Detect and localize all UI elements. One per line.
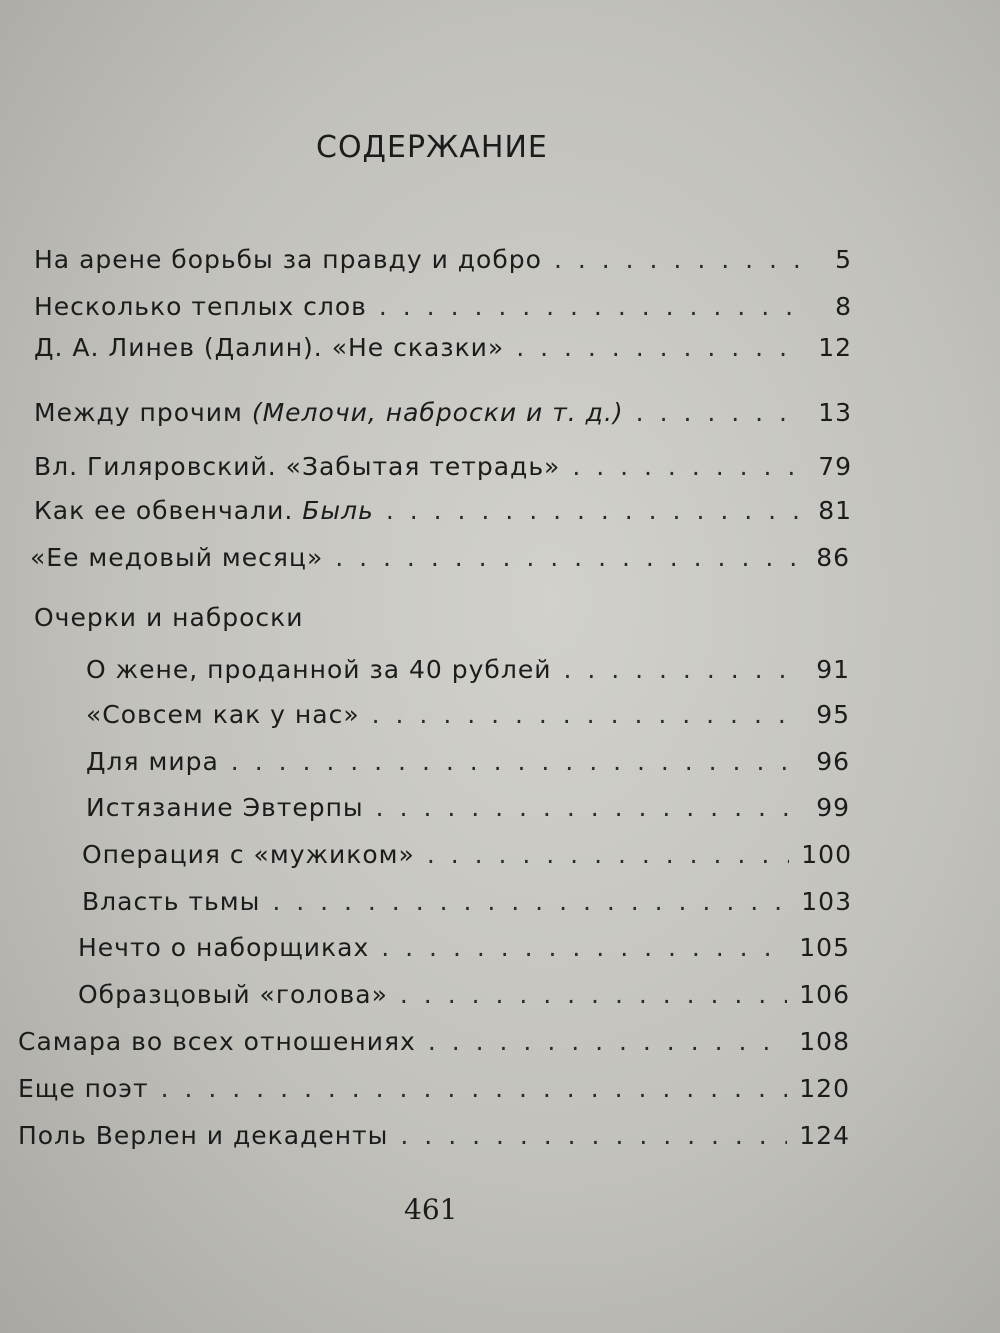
dot-leader (231, 747, 798, 776)
dot-leader (400, 980, 787, 1009)
toc-entry-subtitle: Быль (302, 496, 374, 525)
toc-entry (30, 543, 850, 583)
page-title: СОДЕРЖАНИЕ (316, 130, 548, 165)
toc-subentry (86, 700, 850, 740)
toc-entry-page: 124 (799, 1121, 850, 1150)
dot-leader (381, 933, 787, 962)
toc-subentry (86, 793, 850, 833)
dot-leader (272, 887, 789, 916)
toc-entry-page: 100 (801, 840, 852, 869)
dot-leader (427, 840, 789, 869)
toc-entry-title (34, 398, 624, 427)
toc-entry-page: 13 (818, 398, 852, 427)
toc-entry-title-main: Как ее обвенчали. (34, 496, 303, 525)
toc-entry-title: «Совсем как у нас» (86, 700, 360, 729)
toc-entry-page: 91 (816, 655, 850, 684)
dot-leader (161, 1074, 788, 1103)
toc-entry (34, 245, 852, 285)
toc-entry-title: Несколько теплых слов (34, 292, 367, 321)
dot-leader (563, 655, 798, 684)
dot-leader (516, 333, 800, 362)
toc-entry-page: 81 (818, 496, 852, 525)
toc-entry-title: На арене борьбы за правду и добро (34, 245, 542, 274)
toc-section-title: Очерки и наброски (34, 603, 304, 632)
toc-subentry (86, 747, 850, 787)
toc-entry-subtitle: (Мелочи, наброски и т. д.) (251, 398, 624, 427)
toc-entry-page: 96 (816, 747, 850, 776)
toc-entry-title: Власть тьмы (82, 887, 261, 916)
toc-entry-title: Операция с «мужиком» (82, 840, 415, 869)
toc-entry-page: 12 (818, 333, 852, 362)
toc-entry (34, 333, 852, 373)
toc-entry (34, 452, 852, 492)
toc-entry (34, 292, 852, 332)
dot-leader (335, 543, 798, 572)
toc-entry (18, 1027, 850, 1067)
toc-entry-title: О жене, проданной за 40 рублей (86, 655, 552, 684)
toc-entry-page: 8 (835, 292, 852, 321)
page-number: 461 (404, 1193, 458, 1226)
toc-subentry (86, 655, 850, 695)
toc-entry-title: Вл. Гиляровский. «Забытая тетрадь» (34, 452, 561, 481)
toc-subentry (78, 933, 850, 973)
dot-leader (636, 398, 800, 427)
toc-entry-title: Истязание Эвтерпы (86, 793, 364, 822)
dot-leader (554, 245, 800, 274)
dot-leader (376, 793, 798, 822)
toc-entry-title-main: Между прочим (34, 398, 252, 427)
toc-subentry (82, 840, 852, 880)
toc-entry (18, 1121, 850, 1161)
dot-leader (428, 1027, 787, 1056)
toc-entry-page: 86 (816, 543, 850, 572)
toc-entry-title: «Ее медовый месяц» (30, 543, 324, 572)
toc-entry-page: 95 (816, 700, 850, 729)
dot-leader (572, 452, 800, 481)
toc-entry-title: Самара во всех отношениях (18, 1027, 416, 1056)
toc-entry-title: Еще поэт (18, 1074, 149, 1103)
toc-entry-title (34, 496, 374, 525)
toc-entry (18, 1074, 850, 1114)
dot-leader (400, 1121, 787, 1150)
toc-entry-page: 103 (801, 887, 852, 916)
toc-entry-page: 99 (816, 793, 850, 822)
toc-section-heading (34, 603, 852, 643)
toc-entry-title: Для мира (86, 747, 219, 776)
dot-leader (386, 496, 800, 525)
toc-subentry (82, 887, 852, 927)
toc-entry-title: Поль Верлен и декаденты (18, 1121, 389, 1150)
toc-entry-page: 105 (799, 933, 850, 962)
toc-entry-page: 120 (799, 1074, 850, 1103)
toc-entry-title: Д. А. Линев (Далин). «Не сказки» (34, 333, 505, 362)
toc-entry-title: Нечто о наборщиках (78, 933, 370, 962)
toc-entry (34, 398, 852, 438)
dot-leader (379, 292, 800, 321)
dot-leader (372, 700, 798, 729)
toc-subentry (78, 980, 850, 1020)
toc-entry-title: Образцовый «голова» (78, 980, 388, 1009)
toc-entry-page: 106 (799, 980, 850, 1009)
toc-entry (34, 496, 852, 536)
toc-entry-page: 108 (799, 1027, 850, 1056)
toc-entry-page: 5 (835, 245, 852, 274)
toc-entry-page: 79 (818, 452, 852, 481)
